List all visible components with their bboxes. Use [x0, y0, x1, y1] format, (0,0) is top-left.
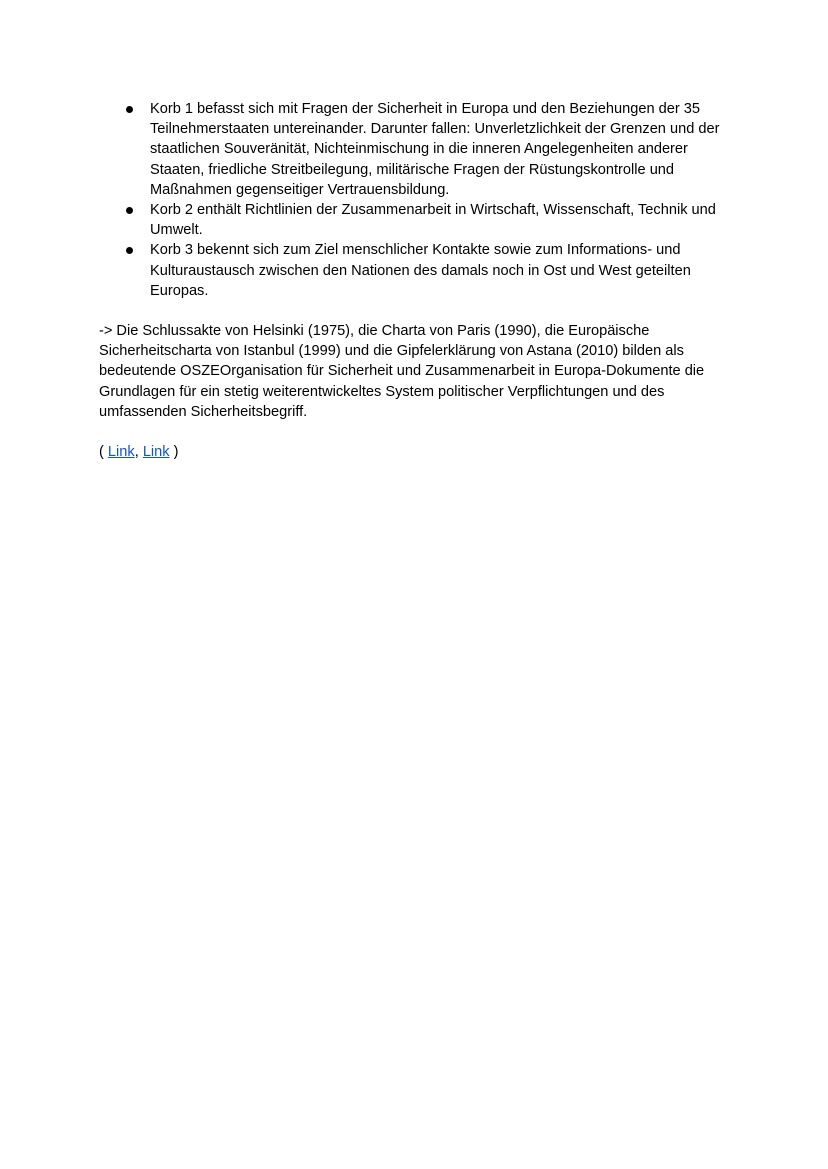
list-item: [99, 200, 735, 240]
list-item-text: Korb 1 befasst sich mit Fragen der Sicherheit in Europa und den Beziehungen der 35 Teilnehmerstaaten untereinander. Darunter fallen: Unverletzlichkeit der Grenzen und der staatlichen Souveränität, Nichteinmischung in die inneren Angelegenheiten anderer Staaten, friedliche Streitbeilegung, militärische Fragen der Rüstungskontrolle und Maßnahmen gegenseitiger Vertrauensbildung.: [150, 101, 720, 198]
open-paren: (: [99, 444, 108, 461]
list-item-text: Korb 2 enthält Richtlinien der Zusammenarbeit in Wirtschaft, Wissenschaft, Technik und Umwelt.: [150, 202, 716, 239]
bullet-icon: [126, 207, 133, 214]
list-item: [99, 240, 735, 301]
list-item: [99, 99, 735, 200]
summary-paragraph: -> Die Schlussakte von Helsinki (1975), die Charta von Paris (1990), die Europäische Sicherheitscharta von Istanbul (1999) und die Gipfelerklärung von Astana (2010) bilden als bedeutende OSZEOrganisation für Sicherheit und Zusammenarbeit in Europa-Dokumente die Grundlagen für ein stetig weiterentwickeltes System politischer Verpflichtungen und des umfassenden Sicherheitsbegriff.: [99, 323, 705, 420]
link-separator: ,: [134, 444, 143, 461]
close-paren: ): [169, 444, 179, 461]
source-links: [99, 442, 735, 462]
bullet-list: [99, 99, 735, 301]
bullet-icon: [126, 106, 133, 113]
source-link-2[interactable]: Link: [142, 444, 170, 461]
list-item-text: Korb 3 bekennt sich zum Ziel menschlicher Kontakte sowie zum Informations- und Kulturaustausch zwischen den Nationen des damals noch in Ost und West geteilten Europas.: [150, 242, 691, 299]
source-link-1[interactable]: Link: [107, 444, 135, 461]
document-content: [99, 99, 735, 462]
bullet-icon: [126, 247, 133, 254]
